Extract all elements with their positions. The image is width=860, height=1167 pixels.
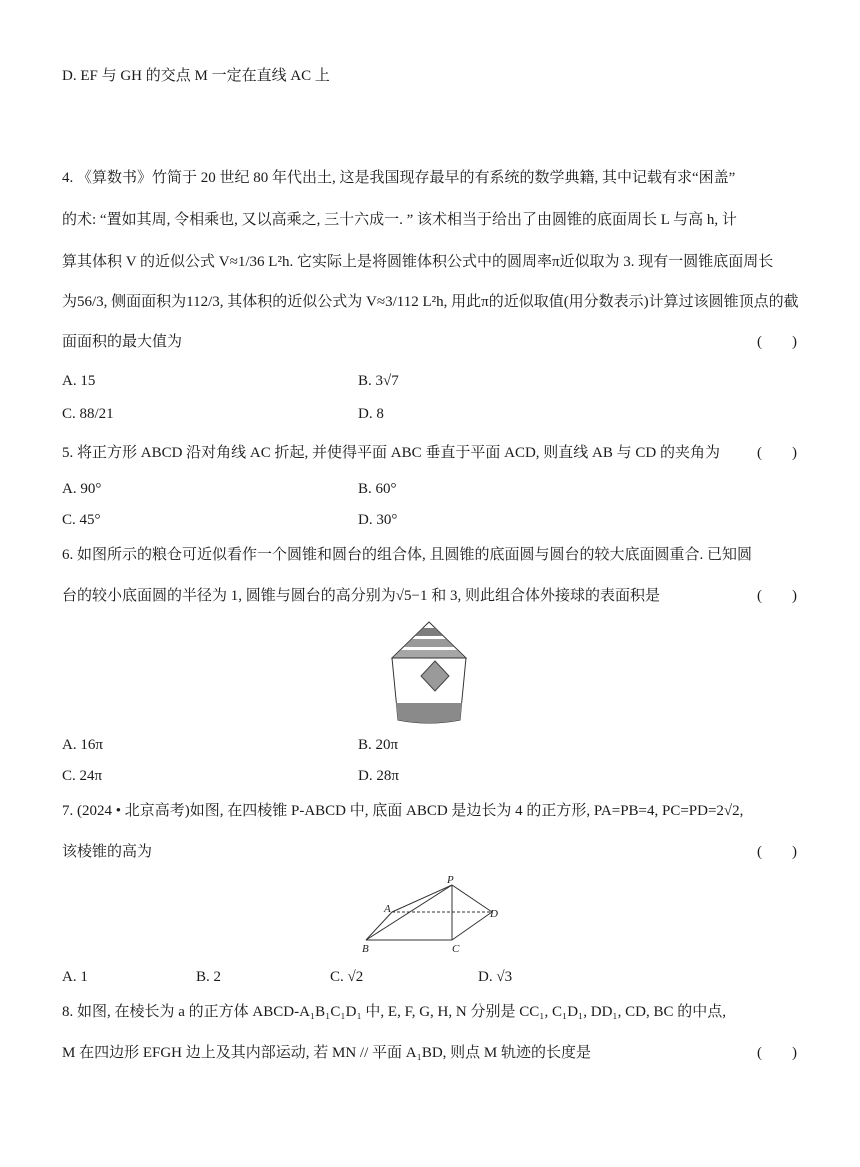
q4-option-b: B. 3√7 bbox=[358, 373, 399, 389]
q5-line-1: 5. 将正方形 ABCD 沿对角线 AC 折起, 并使得平面 ABC 垂直于平面 ACD, 则直线 AB 与 CD 的夹角为 bbox=[62, 445, 720, 461]
q6-option-d: D. 28π bbox=[358, 768, 399, 784]
q6-answer-paren: ( ) bbox=[757, 588, 797, 604]
q4-option-a: A. 15 bbox=[62, 373, 96, 389]
q4-line-4: 为56/3, 侧面面积为112/3, 其体积的近似公式为 V≈3/112 L²h, 用此π的近似取值(用分数表示)计算过该圆锥顶点的截 bbox=[62, 294, 799, 310]
granary-roof-shade-1 bbox=[415, 628, 443, 636]
granary-base-band bbox=[396, 703, 462, 723]
q7-line-2: 该棱锥的高为 bbox=[62, 844, 153, 860]
label-b: B bbox=[362, 943, 369, 955]
q6-option-a: A. 16π bbox=[62, 737, 103, 753]
q8-line-1: 8. 如图, 在棱长为 a 的正方体 ABCD-A₁B₁C₁D₁ 中, E, F, G, H, N 分别是 CC₁, C₁D₁, DD₁, CD, BC 的中点, bbox=[62, 1004, 727, 1020]
q4-line-2: 的术: “置如其周, 令相乘也, 又以高乘之, 三十六成一. ” 该术相当于给出了由圆锥的底面周长 L 与高 h, 计 bbox=[62, 212, 737, 228]
label-a: A bbox=[384, 903, 391, 915]
q4-line-5: 面面积的最大值为 bbox=[62, 334, 183, 350]
q8-line-2: M 在四边形 EFGH 边上及其内部运动, 若 MN // 平面 A₁BD, 则点 M 轨迹的长度是 bbox=[62, 1045, 592, 1061]
q7-answer-paren: ( ) bbox=[757, 844, 797, 860]
q5-option-b: B. 60° bbox=[358, 481, 397, 497]
q5-option-a: A. 90° bbox=[62, 481, 102, 497]
q7-line-1: 7. (2024 • 北京高考)如图, 在四棱锥 P-ABCD 中, 底面 ABCD 是边长为 4 的正方形, PA=PB=4, PC=PD=2√2, bbox=[62, 803, 744, 819]
q5-option-d: D. 30° bbox=[358, 512, 398, 528]
q7-option-b: B. 2 bbox=[196, 969, 222, 985]
q5-option-c: C. 45° bbox=[62, 512, 101, 528]
q7-option-a: A. 1 bbox=[62, 969, 88, 985]
q6-option-c: C. 24π bbox=[62, 768, 103, 784]
q6-option-b: B. 20π bbox=[358, 737, 399, 753]
top-option-d: D. EF 与 GH 的交点 M 一定在直线 AC 上 bbox=[62, 68, 330, 84]
granary-roof-shade-2 bbox=[404, 639, 454, 647]
q8-answer-paren: ( ) bbox=[757, 1045, 797, 1061]
q7-option-d: D. √3 bbox=[478, 969, 513, 985]
q4-answer-paren: ( ) bbox=[757, 334, 797, 350]
q6-line-2: 台的较小底面圆的半径为 1, 圆锥与圆台的高分别为√5−1 和 3, 则此组合体外接球的表面积是 bbox=[62, 588, 660, 604]
q5-answer-paren: ( ) bbox=[757, 445, 797, 461]
q4-option-d: D. 8 bbox=[358, 406, 384, 422]
pyramid-figure bbox=[356, 872, 506, 958]
q6-line-1: 6. 如图所示的粮仓可近似看作一个圆锥和圆台的组合体, 且圆锥的底面圆与圆台的较大底面圆重合. 已知圆 bbox=[62, 547, 753, 563]
q4-line-3: 算其体积 V 的近似公式 V≈1/36 L²h. 它实际上是将圆锥体积公式中的圆周率π近似取为 3. 现有一圆锥底面周长 bbox=[62, 254, 774, 270]
q4-line-1: 4. 《算数书》竹简于 20 世纪 80 年代出土, 这是我国现存最早的有系统的数学典籍, 其中记载有求“困盖” bbox=[62, 170, 736, 186]
label-d: D bbox=[490, 908, 498, 920]
q4-option-c: C. 88/21 bbox=[62, 406, 114, 422]
granary-figure bbox=[388, 620, 470, 728]
granary-roof-shade-3 bbox=[393, 650, 465, 658]
q7-option-c: C. √2 bbox=[330, 969, 364, 985]
label-c: C bbox=[452, 943, 460, 955]
label-p: P bbox=[447, 874, 454, 886]
